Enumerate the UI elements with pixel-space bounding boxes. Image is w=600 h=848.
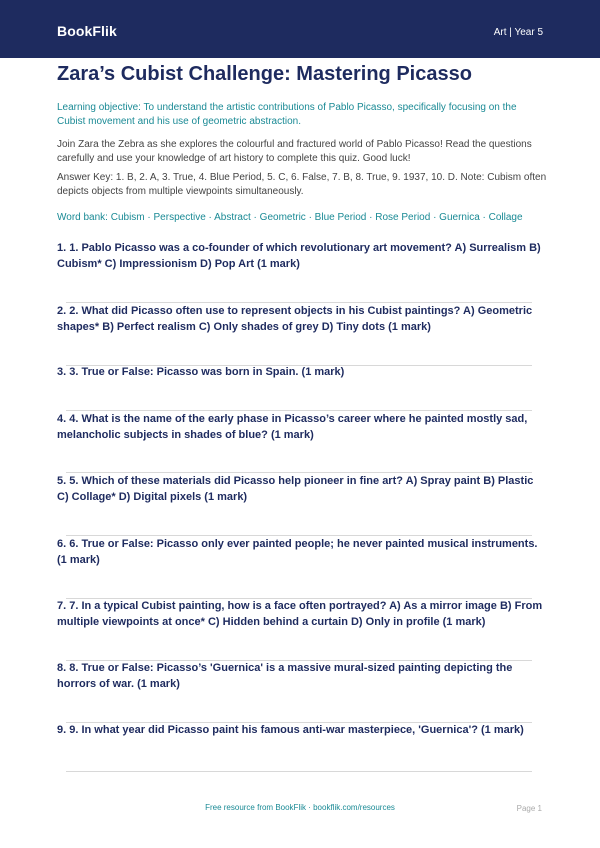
question-5: 5. 5. Which of these materials did Picasso help pioneer in fine art? A) Spray paint B) Plastic C) Collage* D) Digital pixels (1 mark) xyxy=(57,475,534,503)
question-9: 9. 9. In what year did Picasso paint his famous anti-war masterpiece, 'Guernica'? (1 mark) xyxy=(57,724,524,736)
answer-key: Answer Key: 1. B, 2. A, 3. True, 4. Blue Period, 5. C, 6. False, 7. B, 8. True, 9. 1937, 10. D. Note: Cubism often depicts objects from multiple viewpoints simultaneously. xyxy=(57,172,547,197)
question-1: 1. 1. Pablo Picasso was a co-founder of which revolutionary art movement? A) Surrealism B) Cubism* C) Impressionism D) Pop Art (1 mark) xyxy=(57,242,541,270)
question-6: 6. 6. True or False: Picasso only ever painted people; he never painted musical instruments. (1 mark) xyxy=(57,538,538,566)
intro-text: Join Zara the Zebra as she explores the colourful and fractured world of Pablo Picasso! Read the questions carefully and use your knowledge of art history to complete this quiz. Good luck! xyxy=(57,139,532,164)
question-3: 3. 3. True or False: Picasso was born in Spain. (1 mark) xyxy=(57,366,345,378)
brand-logo-text: BookFlik xyxy=(57,23,117,39)
question-2: 2. 2. What did Picasso often use to represent objects in his Cubist paintings? A) Geometric shapes* B) Perfect realism C) Only shades of grey D) Tiny dots (1 mark) xyxy=(57,305,533,333)
page-number: Page 1 xyxy=(516,804,542,813)
footer-link-text[interactable]: Free resource from BookFlik · bookflik.com/resources xyxy=(205,803,395,812)
question-7: 7. 7. In a typical Cubist painting, how is a face often portrayed? A) As a mirror image B) From multiple viewpoints at once* C) Hidden behind a curtain D) Only in profile (1 mark) xyxy=(57,600,543,628)
subject-year-label: Art | Year 5 xyxy=(493,27,543,38)
page-title: Zara’s Cubist Challenge: Mastering Picasso xyxy=(57,63,472,85)
page-header xyxy=(0,0,600,58)
word-bank: Word bank: Cubism · Perspective · Abstract · Geometric · Blue Period · Rose Period · Guernica · Collage xyxy=(57,212,523,223)
answer-line-9 xyxy=(66,771,532,772)
question-8: 8. 8. True or False: Picasso’s 'Guernica' is a massive mural-sized painting depicting the horrors of war. (1 mark) xyxy=(57,662,513,690)
question-4: 4. 4. What is the name of the early phase in Picasso’s career where he painted mostly sad, melancholic subjects in shades of blue? (1 mark) xyxy=(57,413,528,441)
learning-objective: Learning objective: To understand the artistic contributions of Pablo Picasso, specifically focusing on the Cubist movement and his use of geometric abstraction. xyxy=(57,102,517,127)
